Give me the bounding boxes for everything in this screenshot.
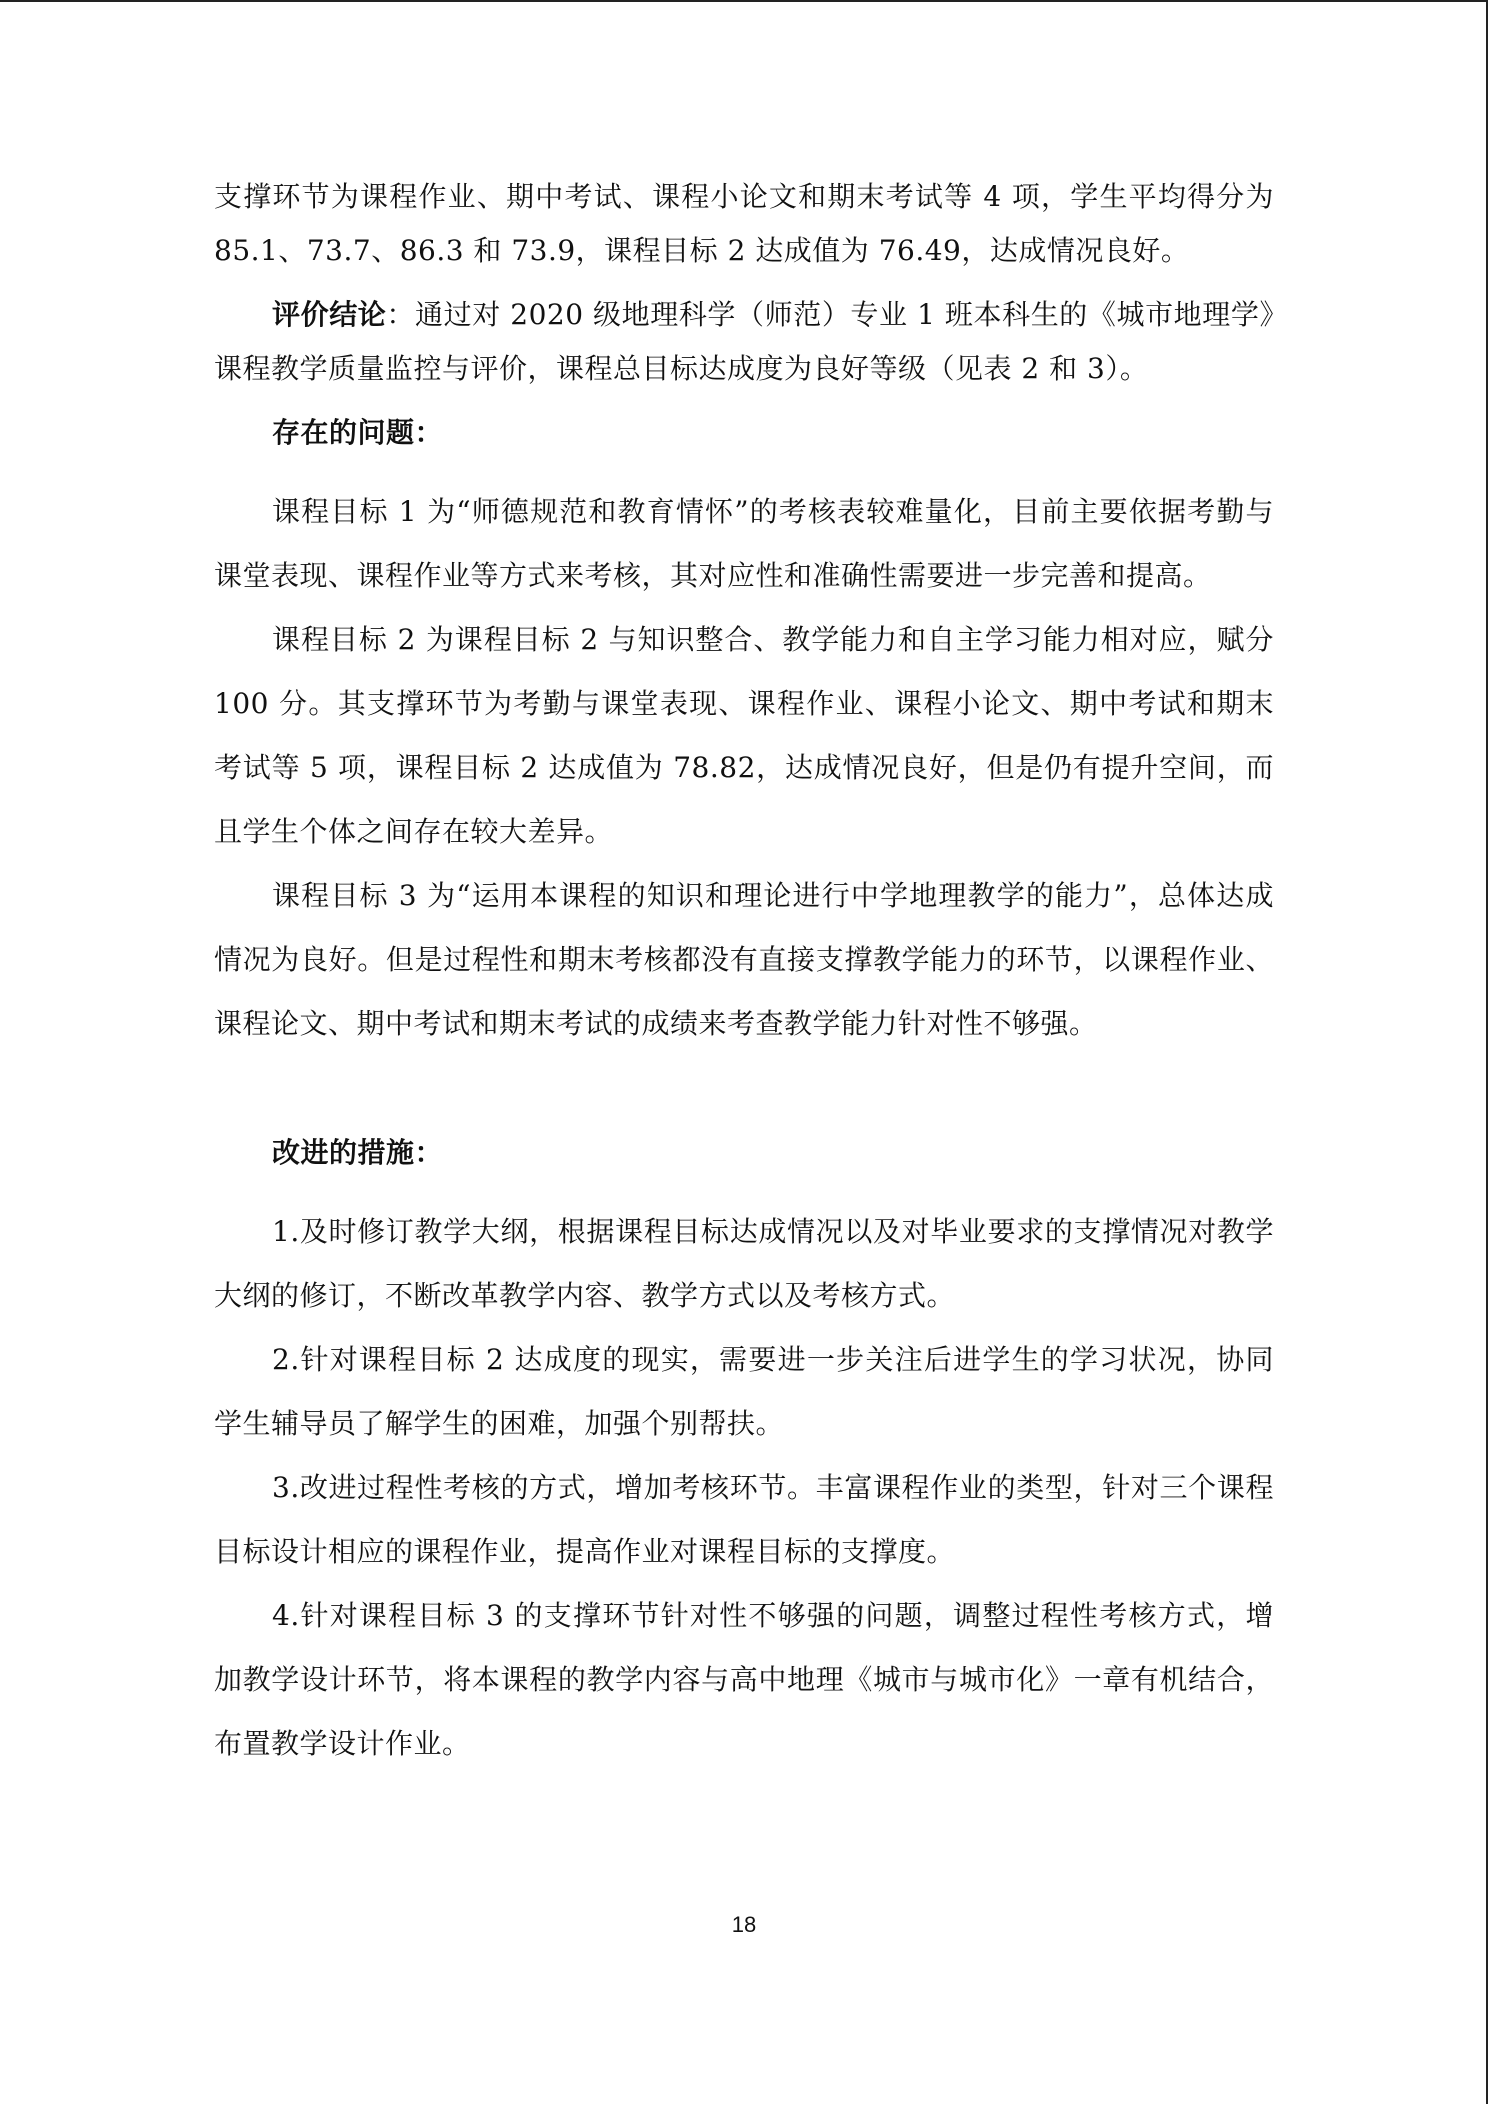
problem-objective-2-number: 2	[387, 623, 426, 656]
paragraph-objective-2-summary: 支撑环节为课程作业、期中考试、课程小论文和期末考试等 4 项，学生平均得分为 85.1、73.7、86.3 和 73.9，课程目标 2 达成值为 76.49，达成情况良好。	[214, 180, 1274, 267]
evaluation-conclusion-colon: ：	[386, 298, 415, 331]
paragraph-evaluation-conclusion	[214, 288, 1274, 396]
paragraph-problem-objective-1	[214, 480, 1274, 608]
paragraph-problem-objective-3	[214, 864, 1274, 1056]
measure-item-2: 2.针对课程目标 2 达成度的现实，需要进一步关注后进学生的学习状况，协同学生辅导员了解学生的困难，加强个别帮扶。	[214, 1343, 1274, 1440]
problem-objective-2-label: 课程目标	[272, 623, 388, 656]
problem-objective-1-text: 1 为“师德规范和教育情怀”的考核表较难量化，目前主要依据考勤与课堂表现、课程作业等方式来考核，其对应性和准确性需要进一步完善和提高。	[214, 495, 1274, 592]
measure-item-1: 1.及时修订教学大纲，根据课程目标达成情况以及对毕业要求的支撑情况对教学大纲的修订，不断改革教学内容、教学方式以及考核方式。	[214, 1215, 1274, 1312]
problem-objective-3-text: “运用本课程的知识和理论进行中学地理教学的能力”，总体达成情况为良好。但是过程性和期末考核都没有直接支撑教学能力的环节，以课程作业、课程论文、期中考试和期末考试的成绩来考查教学能力针对性不够强。	[214, 879, 1274, 1040]
measure-item-3: 3.改进过程性考核的方式，增加考核环节。丰富课程作业的类型，针对三个课程目标设计相应的课程作业，提高作业对课程目标的支撑度。	[214, 1471, 1274, 1568]
problem-objective-1-label: 课程目标	[272, 495, 389, 528]
problem-objective-2-text: 课程目标 2 与知识整合、教学能力和自主学习能力相对应，赋分 100 分。其支撑环节为考勤与课堂表现、课程作业、课程小论文、期中考试和期末考试等 5 项，课程目标 2 达成值为 78.82，达成情况良好，但是仍有提升空间，而且学生个体之间存在较大差异。	[214, 623, 1274, 848]
heading-improvement-measures: 改进的措施：	[272, 1136, 444, 1169]
heading-existing-problems: 存在的问题：	[272, 416, 444, 449]
document-body	[214, 170, 1274, 1776]
evaluation-conclusion-label: 评价结论	[272, 298, 387, 331]
paragraph-problem-objective-2	[214, 608, 1274, 864]
page-border-top	[0, 0, 1488, 2]
evaluation-conclusion-text: 通过对 2020 级地理科学（师范）专业 1 班本科生的《城市地理学》课程教学质量监控与评价，课程总目标达成度为良好等级（见表 2 和 3）。	[214, 298, 1274, 385]
problem-objective-3-label: 课程目标	[272, 879, 389, 912]
problems-section	[214, 480, 1274, 1056]
problem-objective-3-number: 3	[388, 879, 428, 912]
problem-objective-3-label-suffix: 为	[427, 879, 457, 912]
measures-section	[214, 1200, 1274, 1776]
page-number: 18	[731, 1912, 757, 1937]
problem-objective-2-label-suffix: 为	[425, 623, 455, 656]
measure-item-4: 4.针对课程目标 3 的支撑环节针对性不够强的问题，调整过程性考核方式，增加教学设计环节，将本课程的教学内容与高中地理《城市与城市化》一章有机结合，布置教学设计作业。	[214, 1599, 1274, 1760]
